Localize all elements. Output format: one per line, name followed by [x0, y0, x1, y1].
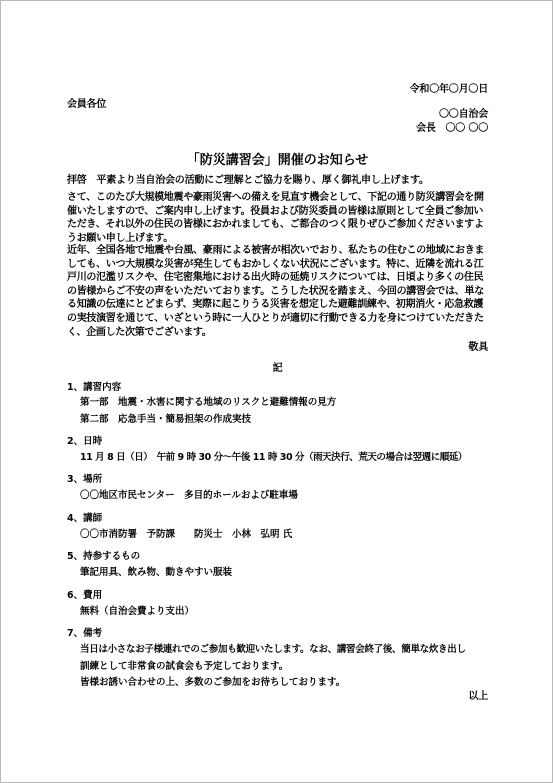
paragraph-line: る知識の伝達にとどまらず、実際に起こりうる災害を想定した避難訓練や、初期消火・応急救護: [67, 299, 484, 311]
document-title: 「防災講習会」開催のお知らせ: [186, 153, 369, 168]
sender-org: 〇〇自治会: [439, 109, 488, 120]
document-date: 令和〇年〇月〇日: [409, 84, 488, 95]
sender-head: 会長 〇〇 〇〇: [416, 123, 488, 134]
paragraph-intro: [67, 191, 491, 245]
paragraph-line: 近年、全国各地で地震や台風、豪雨による被害が相次いでおり、私たちの住むこの地域におきま: [67, 245, 485, 256]
section-line: 〇〇地区市民センター 多目的ホールおよび駐車場: [80, 490, 298, 501]
section-heading: 3、場所: [67, 474, 103, 485]
section-line: 第一部 地震・水害に関する地域のリスクと避難情報の見方: [80, 397, 337, 408]
paragraph-line: の皆様からご不安の声をいただいております。こうした状況を踏まえ、今回の講習会では、単な: [67, 285, 484, 297]
paragraph-line: 催いたしますので、ご案内申し上げます。役員および防災委員の皆様は原則として全員ご参加い: [67, 205, 484, 217]
paragraph-line: く、企画した次第でございます。: [67, 326, 212, 338]
section-line: 無料（自治会費より支出）: [80, 606, 195, 617]
closing-ijou: 以上: [468, 691, 488, 702]
section-line: 〇〇市消防署 予防課 防災士 小林 弘明 氏: [80, 529, 293, 540]
paragraph-line: ただき、それ以外の住民の皆様におかれましても、ご都合のつく限りぜひご参加くださいますよ: [67, 219, 484, 231]
section-heading: 5、持参するもの: [67, 551, 141, 562]
section-heading: 2、日時: [67, 436, 103, 447]
paragraph-line: の実技演習を通じて、いざという時に一人ひとりが適切に行動できる力を身につけていただきた: [67, 312, 484, 324]
ki-heading: 記: [272, 363, 283, 374]
paragraph-line: さて、このたび大規模地震や豪雨災害への備えを見直す機会として、下記の通り防災講習会を開: [67, 192, 484, 203]
paragraph-line: うお願い申し上げます。: [67, 232, 173, 244]
section-line: 筆記用具、飲み物、動きやすい服装: [80, 567, 233, 578]
paragraph-line: 戸川の氾濫リスクや、住宅密集地における出火時の延焼リスクについては、日頃より多くの住民: [67, 272, 484, 284]
section-line: 訓練として非常食の試食会も予定しております。: [80, 661, 289, 672]
closing-keigu: 敬具: [468, 342, 488, 353]
section-heading: 4、講師: [67, 513, 103, 524]
section-line: 11 月 8 日（日） 午前 9 時 30 分～午後 11 時 30 分（雨天決行、荒天の場合は翌週に順延）: [80, 452, 467, 463]
paragraph-background: [67, 244, 491, 339]
recipient: 会員各位: [67, 99, 107, 110]
paragraph-line: しても、いつ大規模な災害が発生してもおかしくない状況にございます。特に、近隣を流れる江: [67, 258, 484, 270]
section-heading: 6、費用: [67, 590, 103, 601]
greeting: 拝啓 平素より当自治会の活動にご理解とご協力を賜り、厚く御礼申し上げます。: [67, 175, 429, 186]
section-heading: 7、備考: [67, 628, 103, 639]
section-line: 当日は小さなお子様連れでのご参加も歓迎いたします。なお、講習会終了後、簡単な炊き出し: [80, 644, 466, 655]
section-heading: 1、講習内容: [67, 382, 122, 393]
section-line: 第二部 応急手当・簡易担架の作成実技: [80, 414, 252, 425]
section-line: 皆様お誘い合わせの上、多数のご参加をお待ちしております。: [80, 677, 346, 688]
